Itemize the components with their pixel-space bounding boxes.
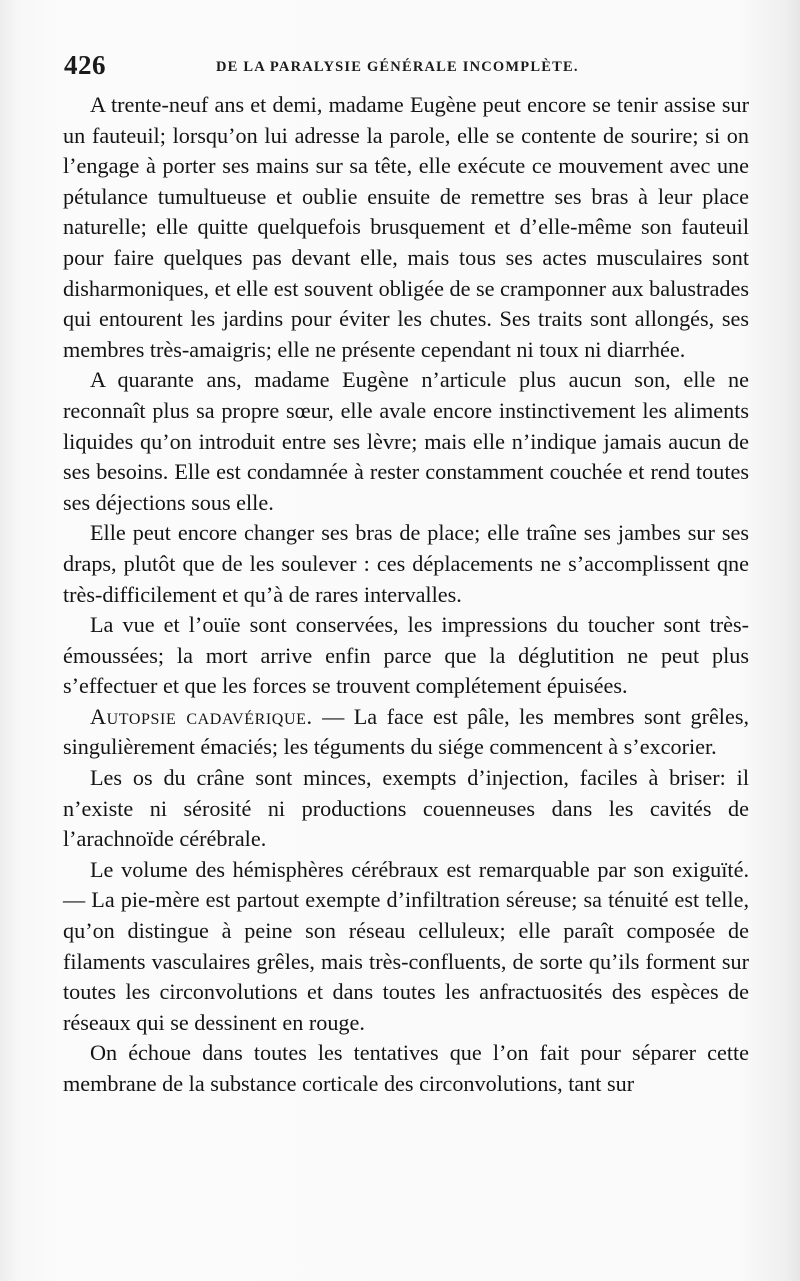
autopsy-paragraph xyxy=(63,702,749,763)
running-title: DE LA PARALYSIE GÉNÉRALE INCOMPLÈTE. xyxy=(216,59,579,75)
paragraph: Elle peut encore changer ses bras de place; elle traîne ses jambes sur ses draps, plutôt que de les soulever : ces déplacements ne s’accomplissent qne très-difficilement et qu’à de rares intervalles. xyxy=(63,520,749,607)
paragraph: Le volume des hémisphères cérébraux est remarquable par son exiguïté. — La pie-mère est partout exempte d’infiltration séreuse; sa ténuité est telle, qu’on distingue à peine son réseau celluleux; elle paraît composée de filaments vasculaires grêles, mais très-confluents, de sorte qu’ils forment sur toutes les circonvolutions et dans toutes les anfractuosités des espèces de réseaux qui se dessinent en rouge. xyxy=(63,856,749,1035)
paragraph: La vue et l’ouïe sont conservées, les impressions du toucher sont très-émoussées; la mort arrive enfin parce que la déglutition ne peut plus s’effectuer et que les forces se trouvent complétement épuisées. xyxy=(63,612,749,699)
autopsy-text: — La face est pâle, les membres sont grêles, singulièrement émaciés; les téguments du siége commencent à s’excorier. xyxy=(63,703,749,760)
paragraph: Les os du crâne sont minces, exempts d’injection, faciles à briser: il n’existe ni sérosité ni productions couenneuses dans les cavités de l’arachnoïde cérébrale. xyxy=(63,765,749,852)
page-header xyxy=(64,50,754,84)
section-heading: Autopsie cadavérique. xyxy=(90,703,313,729)
body-text xyxy=(63,90,749,1100)
page-number: 426 xyxy=(64,50,106,80)
paragraph: A quarante ans, madame Eugène n’articule plus aucun son, elle ne reconnaît plus sa propre sœur, elle avale encore instinctivement les aliments liquides qu’on introduit entre ses lèvre; mais elle n’indique jamais aucun de ses besoins. Elle est condamnée à rester constamment couchée et rend toutes ses déjections sous elle. xyxy=(63,367,749,515)
paragraph: On échoue dans toutes les tentatives que l’on fait pour séparer cette membrane de la substance corticale des circonvolutions, tant sur xyxy=(63,1040,749,1096)
paragraph: A trente-neuf ans et demi, madame Eugène peut encore se tenir assise sur un fauteuil; lorsqu’on lui adresse la parole, elle se contente de sourire; si on l’engage à porter ses mains sur sa tête, elle exécute ce mouvement avec une pétulance tumultueuse et oublie ensuite de remettre ses bras à leur place naturelle; elle quitte quelquefois brusquement et d’elle-même son fauteuil pour faire quelques pas devant elle, mais tous ses actes musculaires sont disharmoniques, et elle est souvent obligée de se cramponner aux balustrades qui entourent les jardins pour éviter les chutes. Ses traits sont allongés, ses membres très-amaigris; elle ne présente cependant ni toux ni diarrhée. xyxy=(63,92,749,362)
